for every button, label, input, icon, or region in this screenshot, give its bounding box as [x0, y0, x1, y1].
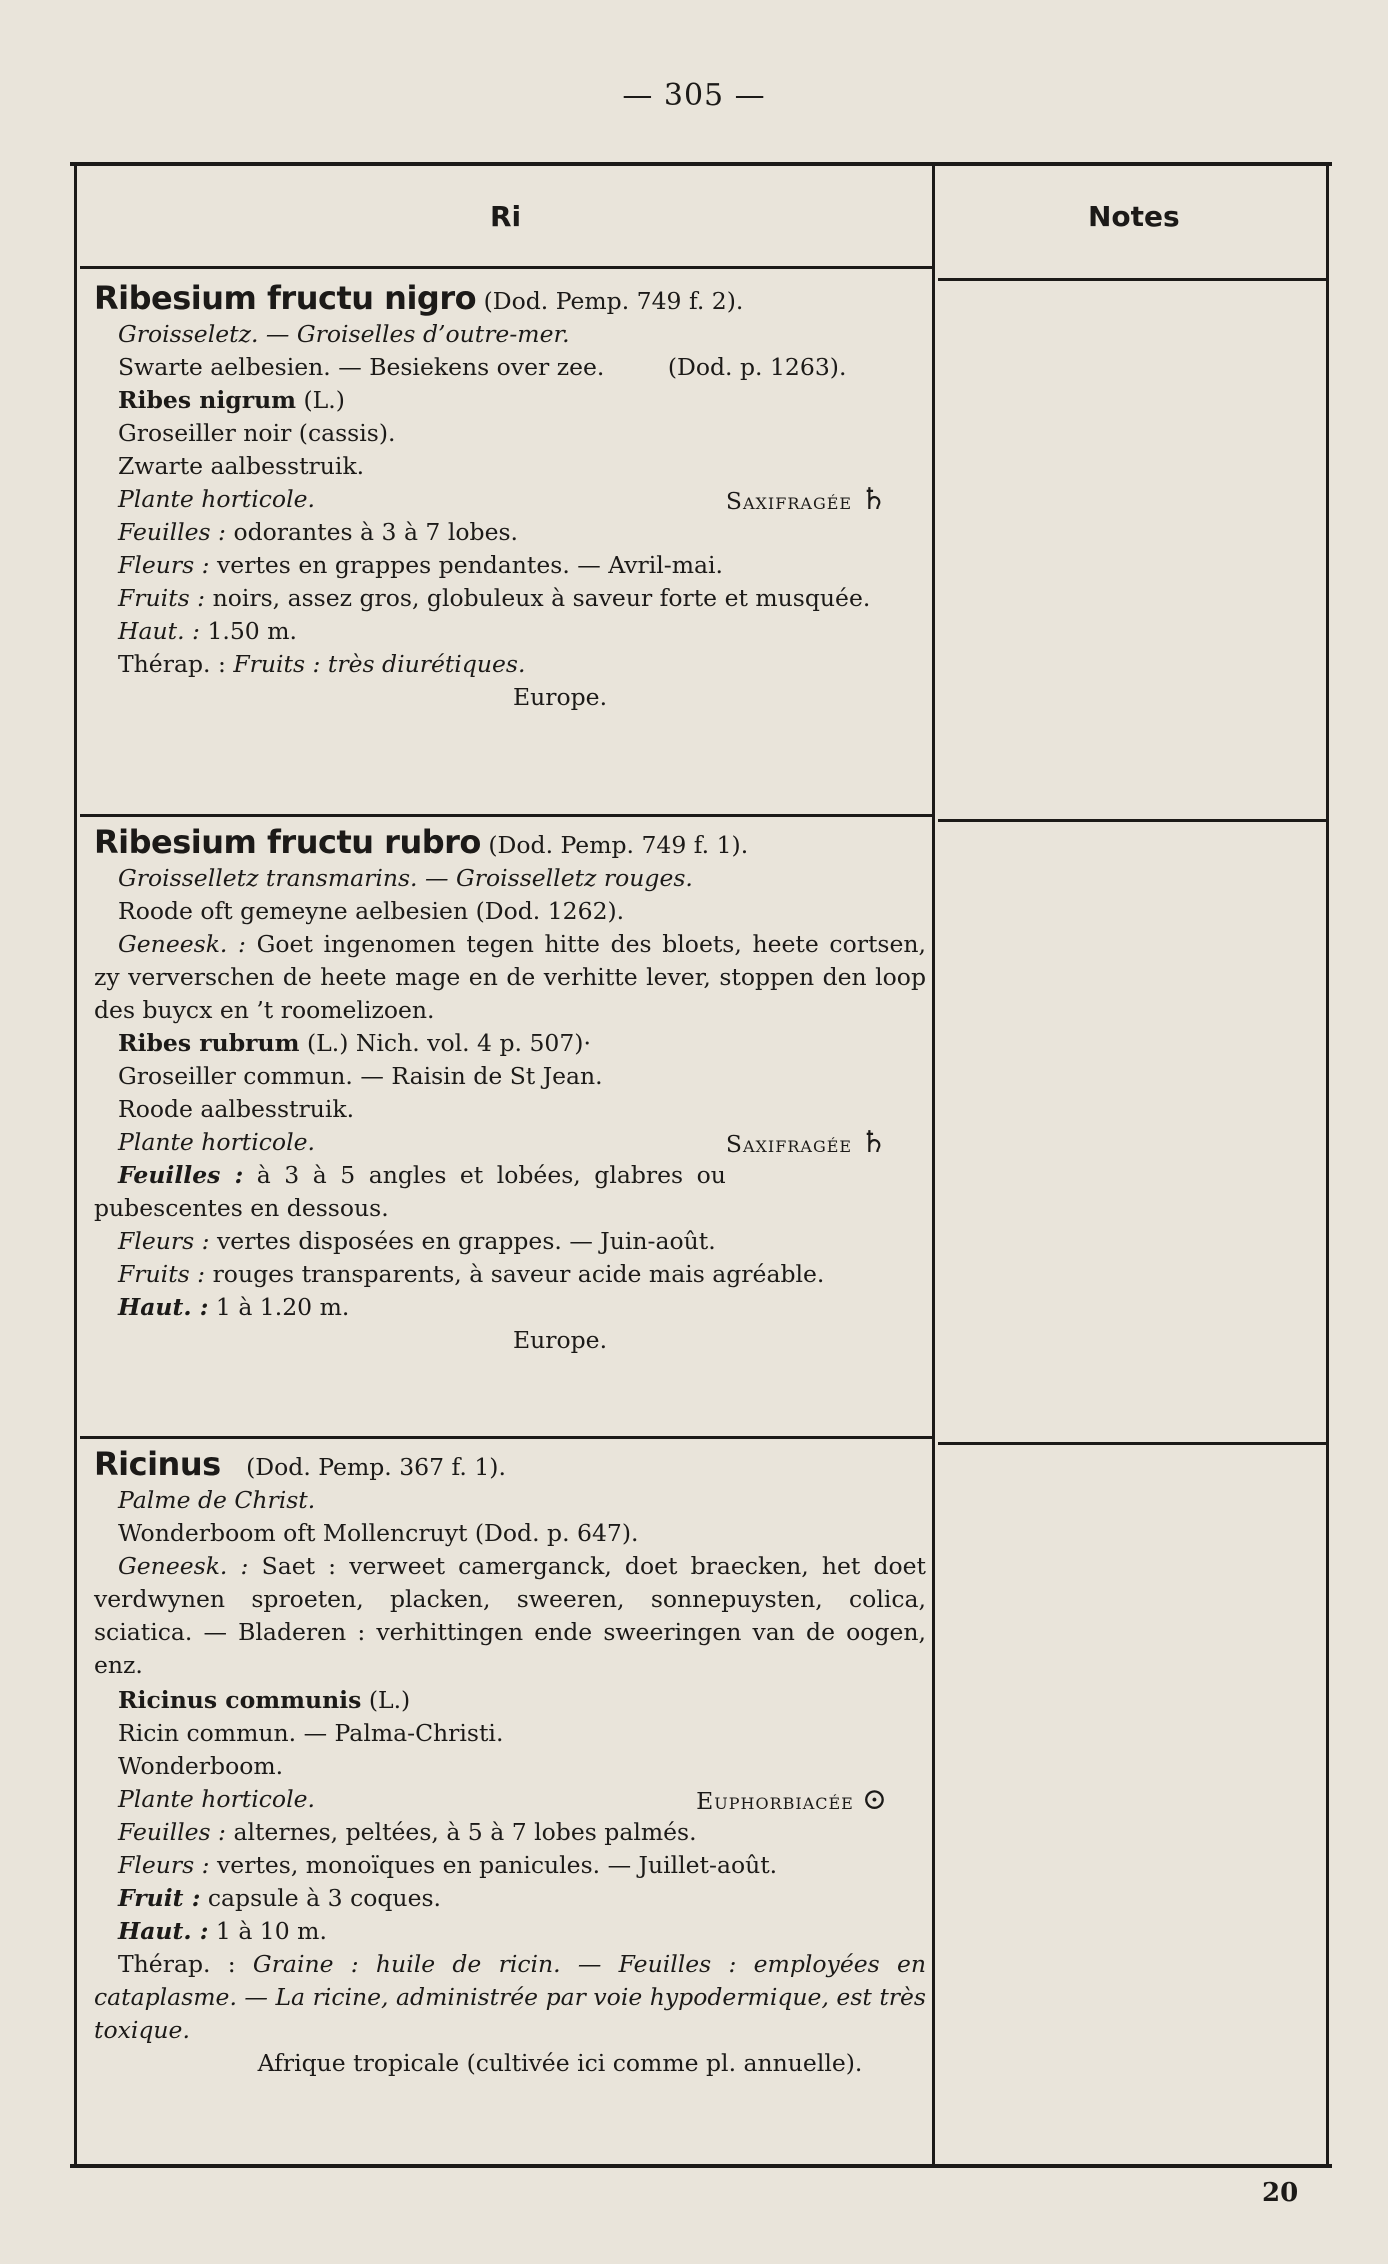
entry-family: Saxifragée	[725, 487, 853, 515]
entry-latin-authority: (L.)	[303, 386, 345, 414]
entry-title: Ribesium fructu rubro	[94, 823, 481, 861]
therap-text: Fruits : très diurétiques.	[233, 650, 526, 678]
fleurs-label: Fleurs :	[118, 1851, 210, 1879]
entry-reference: (Dod. Pemp. 749 f. 2).	[483, 287, 744, 315]
table-border-left	[74, 166, 77, 2164]
entry-french-name: Groseiller commun. — Raisin de St Jean.	[118, 1062, 603, 1090]
entry-divider-1-left	[80, 814, 932, 817]
feuilles-label: Feuilles :	[118, 1818, 226, 1846]
entry-plant-type: Plante horticole.	[118, 1128, 315, 1156]
column-header-ri: Ri	[490, 200, 522, 233]
entry-plant-type: Plante horticole.	[118, 485, 315, 513]
entry-family: Euphorbiacée	[696, 1787, 854, 1815]
entry-latin-name: Ribes rubrum	[118, 1029, 300, 1057]
entry-ricinus	[94, 1445, 926, 2080]
entry-latin-name: Ribes nigrum	[118, 386, 297, 414]
entry-reference: (Dod. Pemp. 749 f. 1).	[488, 831, 749, 859]
fruits-text: noirs, assez gros, globuleux à saveur forte et musquée.	[212, 584, 871, 612]
geneesk-label: Geneesk. :	[118, 1552, 249, 1580]
folio-number: 20	[1262, 2178, 1299, 2208]
fruits-label: Fruit :	[118, 1884, 201, 1912]
haut-label: Haut. :	[118, 1293, 209, 1321]
entry-plant-type: Plante horticole.	[118, 1785, 315, 1813]
page-number: — 305 —	[622, 78, 766, 113]
header-rule-left	[80, 266, 932, 269]
entry-divider-2-notes	[938, 1442, 1326, 1445]
header-rule-notes	[938, 278, 1326, 281]
entry-title: Ricinus	[94, 1445, 221, 1483]
fleurs-label: Fleurs :	[118, 551, 210, 579]
entry-ribesium-rubro	[94, 823, 926, 1357]
therap-label: Thérap. :	[118, 1950, 236, 1978]
therap-text: Graine : huile de ricin. — Feuilles : employées en cataplasme. — La ricine, administrée par voie hypodermique, est très toxique.	[94, 1950, 926, 2044]
haut-text: 1 à 1.20 m.	[215, 1293, 350, 1321]
feuilles-text: à 3 à 5 angles et lobées, glabres ou pubescentes en dessous.	[94, 1161, 726, 1222]
entry-flemish: Roode oft gemeyne aelbesien (Dod. 1262).	[118, 897, 625, 925]
entry-region: Europe.	[512, 1326, 608, 1354]
fleurs-text: vertes, monoïques en panicules. — Juillet-août.	[217, 1851, 778, 1879]
entry-dutch-name: Zwarte aalbesstruik.	[118, 452, 365, 480]
shrub-symbol-icon: ♄	[860, 482, 888, 517]
geneesk-label: Geneesk. :	[118, 930, 246, 958]
fruits-label: Fruits :	[118, 584, 206, 612]
table-border-right	[1326, 166, 1329, 2164]
entry-french-name: Groseiller noir (cassis).	[118, 419, 396, 447]
entry-reference: (Dod. Pemp. 367 f. 1).	[246, 1453, 506, 1481]
entry-latin-name: Ricinus communis	[118, 1686, 362, 1714]
entry-dutch-name: Roode aalbesstruik.	[118, 1095, 355, 1123]
haut-label: Haut. :	[118, 617, 200, 645]
entry-region: Europe.	[512, 683, 608, 711]
fleurs-text: vertes disposées en grappes. — Juin-août.	[217, 1227, 716, 1255]
feuilles-text: odorantes à 3 à 7 lobes.	[233, 518, 519, 546]
entry-family: Saxifragée	[725, 1130, 853, 1158]
entry-alt-names: Palme de Christ.	[118, 1486, 316, 1514]
fleurs-text: vertes en grappes pendantes. — Avril-mai.	[217, 551, 724, 579]
entry-alt-names: Groisselletz transmarins. — Groisselletz rouges.	[118, 864, 693, 892]
fruits-text: rouges transparents, à saveur acide mais agréable.	[212, 1260, 825, 1288]
entry-region: Afrique tropicale (cultivée ici comme pl. annuelle).	[257, 2049, 863, 2077]
haut-text: 1 à 10 m.	[215, 1917, 327, 1945]
table-frame	[70, 162, 1332, 2168]
fruits-text: capsule à 3 coques.	[207, 1884, 442, 1912]
entry-ribesium-nigro	[94, 279, 926, 714]
entry-dutch-name: Wonderboom.	[118, 1752, 284, 1780]
feuilles-label: Feuilles :	[118, 1161, 244, 1189]
geneesk-text: Saet : verweet camerganck, doet braecken, het doet verdwynen sproeten, placken, sweeren, sonnepuysten, colica, sciatica. — Bladeren : verhittingen ende sweeringen van de oogen, enz.	[94, 1552, 926, 1679]
fleurs-label: Fleurs :	[118, 1227, 210, 1255]
column-header-notes: Notes	[1088, 200, 1180, 233]
entry-divider-1-notes	[938, 819, 1326, 822]
entry-flemish-ref: (Dod. p. 1263).	[667, 353, 847, 381]
entry-latin-authority: (L.)	[368, 1686, 411, 1714]
entry-alt-names: Groisseletz. — Groiselles d’outre-mer.	[118, 320, 570, 348]
entry-french-name: Ricin commun. — Palma-Christi.	[118, 1719, 504, 1747]
entry-flemish: Swarte aelbesien. — Besiekens over zee.	[118, 353, 605, 381]
column-divider	[932, 166, 935, 2164]
haut-label: Haut. :	[118, 1917, 209, 1945]
geneesk-text: Goet ingenomen tegen hitte des bloets, heete cortsen, zy ververschen de heete mage en de verhitte lever, stoppen den loop des buycx en ’t roomelizoen.	[94, 930, 926, 1024]
entry-title: Ribesium fructu nigro	[94, 279, 477, 317]
therap-label: Thérap. :	[118, 650, 226, 678]
entry-latin-authority: (L.) Nich. vol. 4 p. 507)·	[306, 1029, 591, 1057]
entry-divider-2-left	[80, 1436, 932, 1439]
shrub-symbol-icon: ♄	[860, 1125, 888, 1160]
entry-flemish: Wonderboom oft Mollencruyt (Dod. p. 647).	[118, 1519, 639, 1547]
haut-text: 1.50 m.	[207, 617, 297, 645]
annual-symbol-icon: ⊙	[861, 1782, 888, 1817]
fruits-label: Fruits :	[118, 1260, 206, 1288]
feuilles-label: Feuilles :	[118, 518, 226, 546]
feuilles-text: alternes, peltées, à 5 à 7 lobes palmés.	[233, 1818, 697, 1846]
